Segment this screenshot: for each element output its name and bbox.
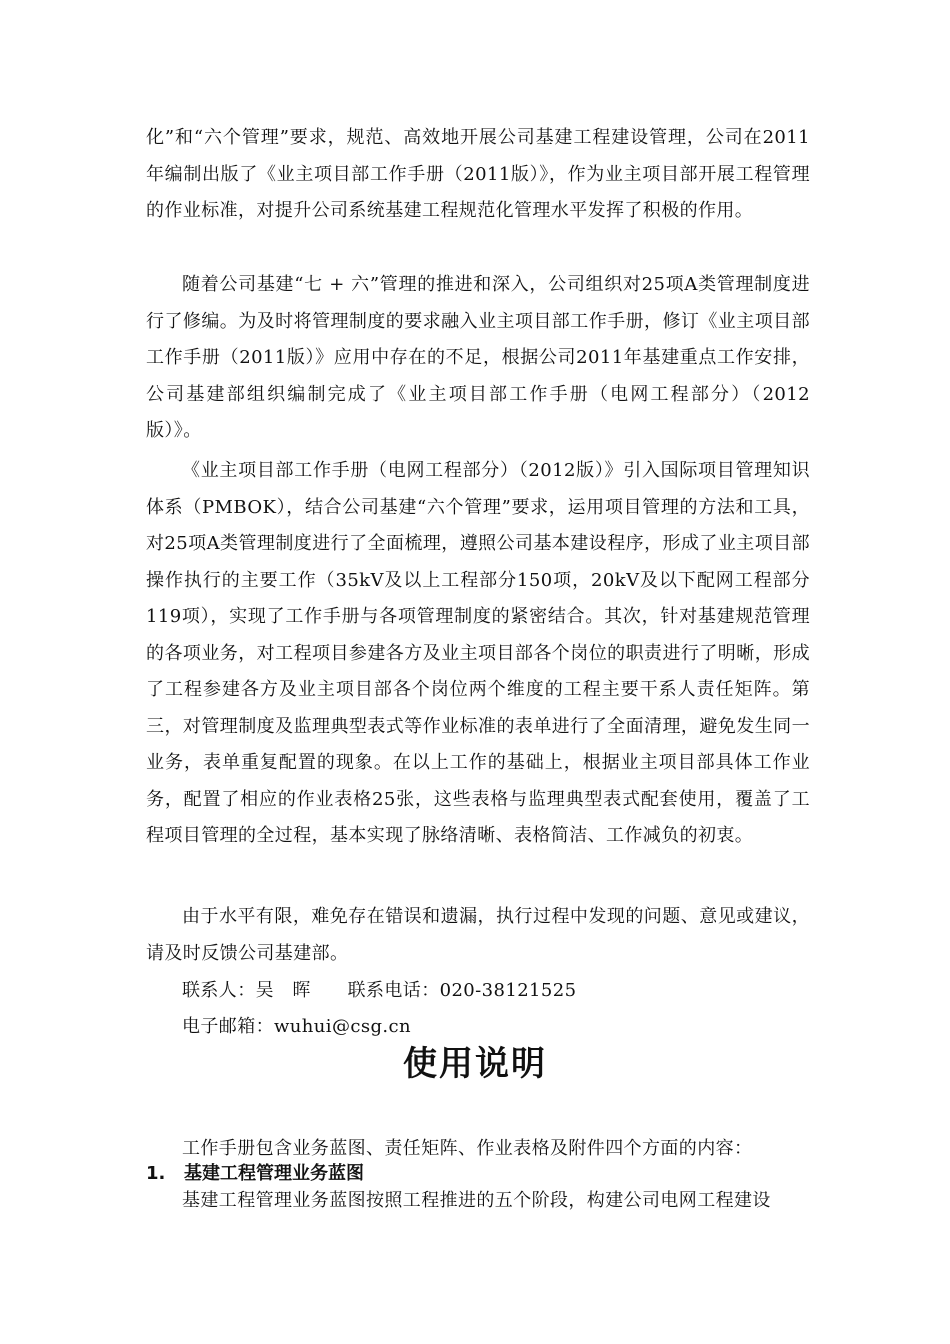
section-body-start: 基建工程管理业务蓝图按照工程推进的五个阶段，构建公司电网工程建设 — [182, 1190, 771, 1211]
heading-text: 基建工程管理业务蓝图 — [184, 1163, 364, 1184]
section-intro: 工作手册包含业务蓝图、责任矩阵、作业表格及附件四个方面的内容： — [182, 1138, 753, 1159]
contact-person-phone: 联系人：吴 晖 联系电话：020-38121525 — [182, 980, 577, 1001]
paragraph-intro-continuation: 化”和“六个管理”要求，规范、高效地开展公司基建工程建设管理，公司在2011年编制出版了《业主项目部工作手册（2011版）》，作为业主项目部开展工程管理的作业标准，对提升公司系统基建工程规范化管理水平发挥了积极的作用。 — [146, 127, 810, 221]
paragraph-handbook-content: 《业主项目部工作手册（电网工程部分）（2012版）》引入国际项目管理知识体系（PMBOK），结合公司基建“六个管理”要求，运用项目管理的方法和工具，对25项A类管理制度进行了全面梳理，遵照公司基本建设程序，形成了业主项目部操作执行的主要工作（35kV及以上工程部分150项，20kV及以下配网工程部分119项），实现了工作手册与各项管理制度的紧密结合。其次，针对基建规范管理的各项业务，对工程项目参建各方及业主项目部各个岗位的职责进行了明晰，形成了工程参建各方及业主项目部各个岗位两个维度的工程主要干系人责任矩阵。第三，对管理制度及监理典型表式等作业标准的表单进行了全面清理，避免发生同一业务，表单重复配置的现象。在以上工作的基础上，根据业主项目部具体工作业务，配置了相应的作业表格25张，这些表格与监理典型表式配套使用，覆盖了工程项目管理的全过程，基本实现了脉络清晰、表格简洁、工作减负的初衷。 — [146, 460, 810, 846]
section-title: 使用说明 — [403, 1044, 547, 1084]
paragraph-revision: 随着公司基建“七 + 六”管理的推进和深入，公司组织对25项A类管理制度进行了修编。为及时将管理制度的要求融入业主项目部工作手册，修订《业主项目部工作手册（2011版）》应用中存在的不足，根据公司2011年基建重点工作安排，公司基建部组织编制完成了《业主项目部工作手册（电网工程部分）（2012版）》。 — [146, 274, 810, 441]
paragraph-feedback: 由于水平有限，难免存在错误和遗漏，执行过程中发现的问题、意见或建议，请及时反馈公司基建部。 — [146, 906, 810, 964]
heading-number: 1. — [146, 1163, 166, 1184]
contact-email: 电子邮箱：wuhui@csg.cn — [182, 1016, 411, 1037]
